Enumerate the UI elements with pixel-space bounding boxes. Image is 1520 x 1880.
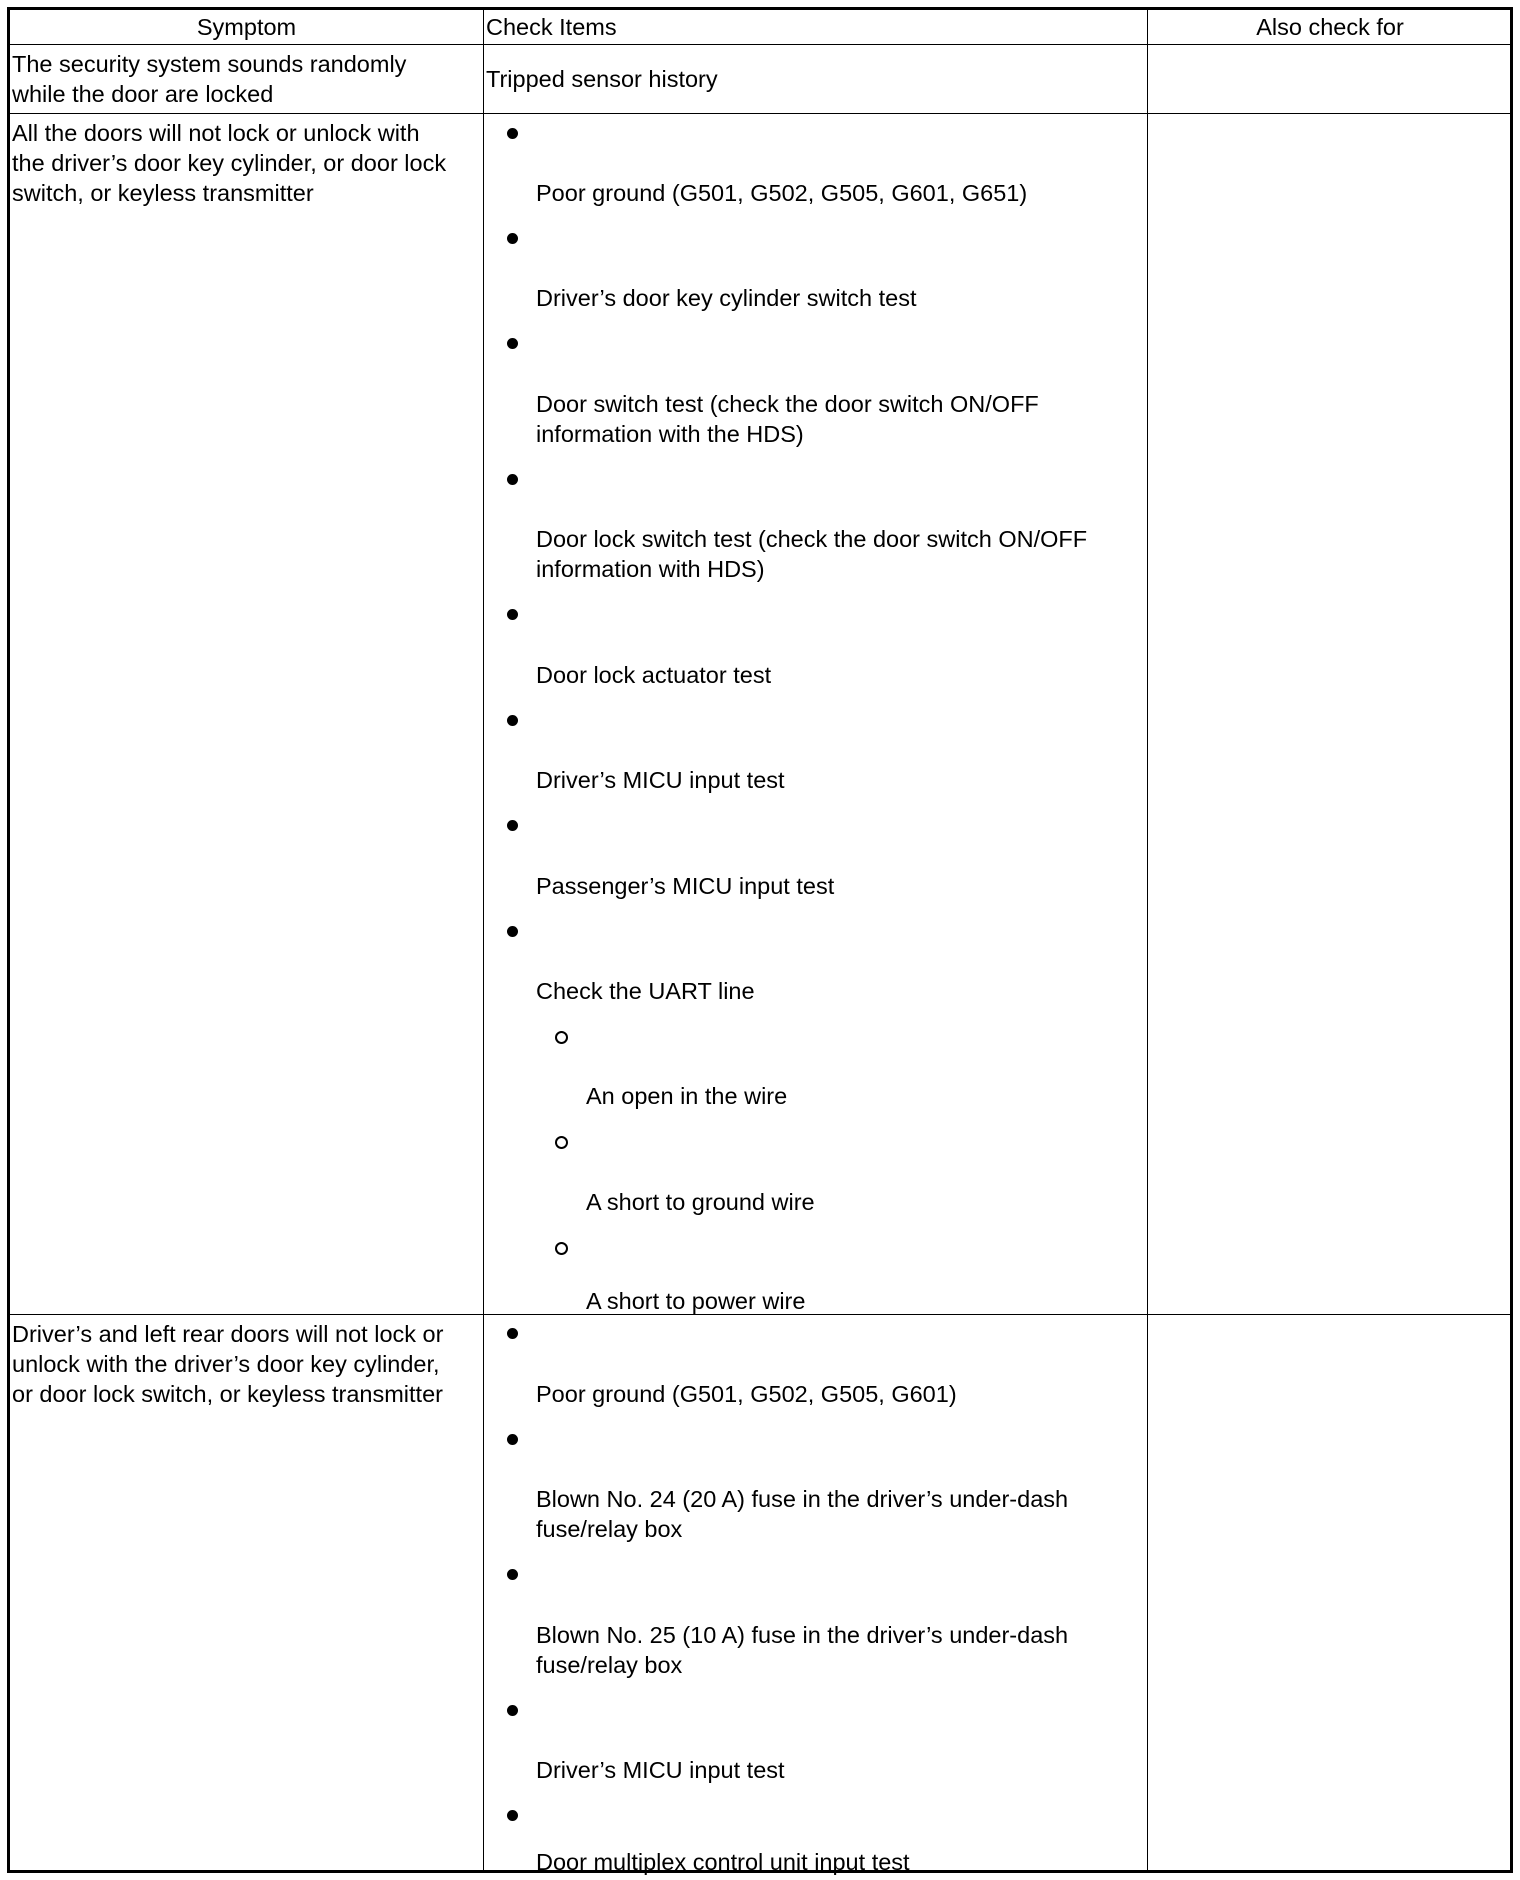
check-item: Driver’s door key cylinder switch test xyxy=(536,285,917,311)
sub-check-item: An open in the wire xyxy=(586,1083,788,1109)
check-item: Door multiplex control unit input test xyxy=(536,1849,910,1875)
sub-bullet-icon xyxy=(555,1242,568,1255)
header-check-items: Check Items xyxy=(486,14,617,40)
check-item-line: Door switch test (check the door switch ON/OFF xyxy=(536,391,1039,417)
bullet-icon xyxy=(507,233,518,244)
sub-bullet-icon xyxy=(555,1136,568,1149)
check-item: Passenger’s MICU input test xyxy=(536,873,835,899)
check-item: Door lock actuator test xyxy=(536,662,772,688)
check-item-line: Blown No. 24 (20 A) fuse in the driver’s under-dash xyxy=(536,1486,1069,1512)
bullet-icon xyxy=(507,474,518,485)
row-2-symptom-line: the driver’s door key cylinder, or door lock xyxy=(12,150,447,176)
header-symptom: Symptom xyxy=(196,14,297,40)
column-divider xyxy=(483,10,484,1870)
bullet-icon xyxy=(507,609,518,620)
bullet-icon xyxy=(507,820,518,831)
row-3-symptom-line: Driver’s and left rear doors will not lock or xyxy=(12,1321,444,1347)
row-2-symptom-line: All the doors will not lock or unlock with xyxy=(12,120,420,146)
check-item: Poor ground (G501, G502, G505, G601, G651) xyxy=(536,180,1028,206)
check-item-line: information with HDS) xyxy=(536,556,765,582)
check-item-line: fuse/relay box xyxy=(536,1652,683,1678)
row-3-symptom-line: or door lock switch, or keyless transmitter xyxy=(12,1381,443,1407)
check-item: Driver’s MICU input test xyxy=(536,767,785,793)
troubleshooting-table xyxy=(7,7,1513,1873)
bullet-icon xyxy=(507,128,518,139)
bullet-icon xyxy=(507,1434,518,1445)
check-item: Driver’s MICU input test xyxy=(536,1757,785,1783)
check-item-line: Blown No. 25 (10 A) fuse in the driver’s under-dash xyxy=(536,1622,1069,1648)
row-divider xyxy=(10,113,1510,114)
bullet-icon xyxy=(507,1810,518,1821)
bullet-icon xyxy=(507,926,518,937)
check-item: Check the UART line xyxy=(536,978,755,1004)
check-item: Poor ground (G501, G502, G505, G601) xyxy=(536,1381,957,1407)
row-1-symptom-line: while the door are locked xyxy=(12,81,274,107)
bullet-icon xyxy=(507,1705,518,1716)
row-3-symptom-line: unlock with the driver’s door key cylinder, xyxy=(12,1351,440,1377)
row-1-check-item: Tripped sensor history xyxy=(486,66,718,92)
bullet-icon xyxy=(507,338,518,349)
row-2-symptom-line: switch, or keyless transmitter xyxy=(12,180,314,206)
sub-bullet-icon xyxy=(555,1031,568,1044)
header-also-check-for: Also check for xyxy=(1256,14,1404,40)
bullet-icon xyxy=(507,715,518,726)
bullet-icon xyxy=(507,1569,518,1580)
check-item-line: Door lock switch test (check the door switch ON/OFF xyxy=(536,526,1088,552)
check-item-line: information with the HDS) xyxy=(536,421,804,447)
check-item-line: fuse/relay box xyxy=(536,1516,683,1542)
row-divider xyxy=(10,44,1510,45)
row-1-symptom-line: The security system sounds randomly xyxy=(12,51,407,77)
bullet-icon xyxy=(507,1328,518,1339)
column-divider xyxy=(1147,10,1148,1870)
sub-check-item: A short to ground wire xyxy=(586,1189,815,1215)
sub-check-item: A short to power wire xyxy=(586,1288,806,1314)
